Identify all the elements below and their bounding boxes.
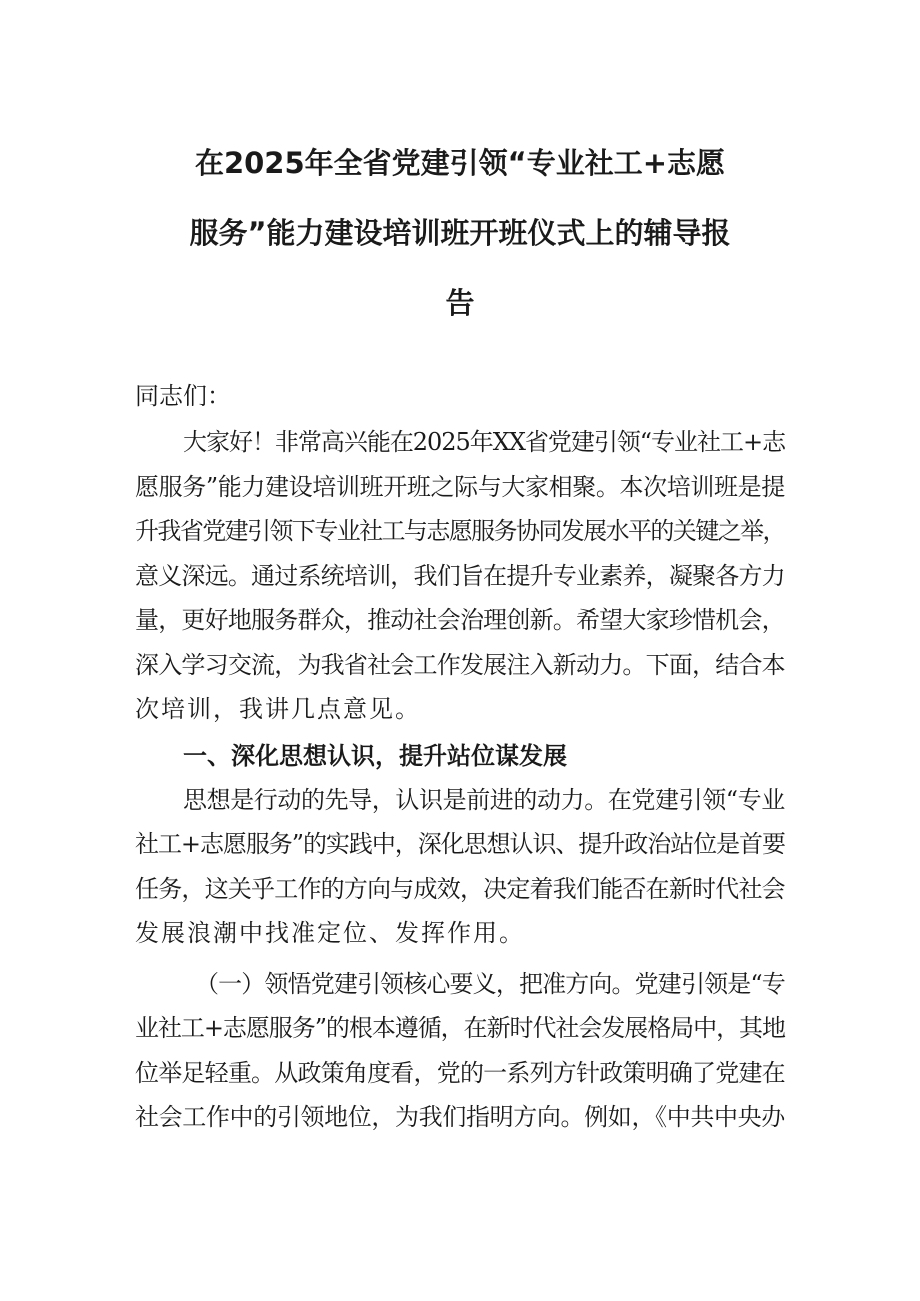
- paragraph-line: 量，更好地服务群众，推动社会治理创新。希望大家珍惜机会，: [135, 606, 785, 634]
- paragraph-line: 愿服务”能力建设培训班开班之际与大家相聚。本次培训班是提: [135, 472, 785, 501]
- paragraph-greeting: [135, 420, 785, 732]
- salutation: 同志们：: [135, 382, 231, 410]
- paragraph-subsection-1: [135, 962, 785, 1140]
- document-title: [135, 0, 785, 338]
- paragraph-line: 社工+志愿服务”的实践中，深化思想认识、提升政治站位是首要: [135, 830, 785, 858]
- paragraph-line: 社会工作中的引领地位，为我们指明方向。例如，《中共中央办: [135, 1103, 785, 1131]
- paragraph-line: 深入学习交流，为我省社会工作发展注入新动力。下面，结合本: [135, 650, 785, 679]
- paragraph-line: 升我省党建引领下专业社工与志愿服务协同发展水平的关键之举，: [135, 517, 785, 545]
- paragraph-line: 业社工+志愿服务”的根本遵循，在新时代社会发展格局中，其地: [135, 1014, 785, 1042]
- paragraph-line: 思想是行动的先导，认识是前进的动力。在党建引领“专业: [183, 785, 785, 814]
- title-line: 服务”能力建设培训班开班仪式上的辅导报: [189, 216, 731, 250]
- paragraph-line: （一）领悟党建引领核心要义，把准方向。党建引领是“专: [195, 969, 785, 998]
- paragraph-line: 位举足轻重。从政策角度看，党的一系列方针政策明确了党建在: [135, 1058, 785, 1087]
- paragraph-line: 意义深远。通过系统培训，我们旨在提升专业素养，凝聚各方力: [135, 561, 785, 590]
- paragraph-section-intro: [135, 778, 785, 956]
- paragraph-line: 发展浪潮中找准定位、发挥作用。: [135, 919, 525, 947]
- paragraph-line: 次培训，我讲几点意见。: [135, 695, 421, 723]
- title-line: 在2025年全省党建引领“专业社工+志愿: [194, 146, 726, 180]
- paragraph-line: 大家好！非常高兴能在2025年XX省党建引领“专业社工+志: [183, 428, 786, 456]
- title-line: 告: [445, 286, 475, 320]
- paragraph-line: 任务，这关乎工作的方向与成效，决定着我们能否在新时代社会: [135, 874, 785, 903]
- section-heading: 一、深化思想认识，提升站位谋发展: [183, 741, 567, 770]
